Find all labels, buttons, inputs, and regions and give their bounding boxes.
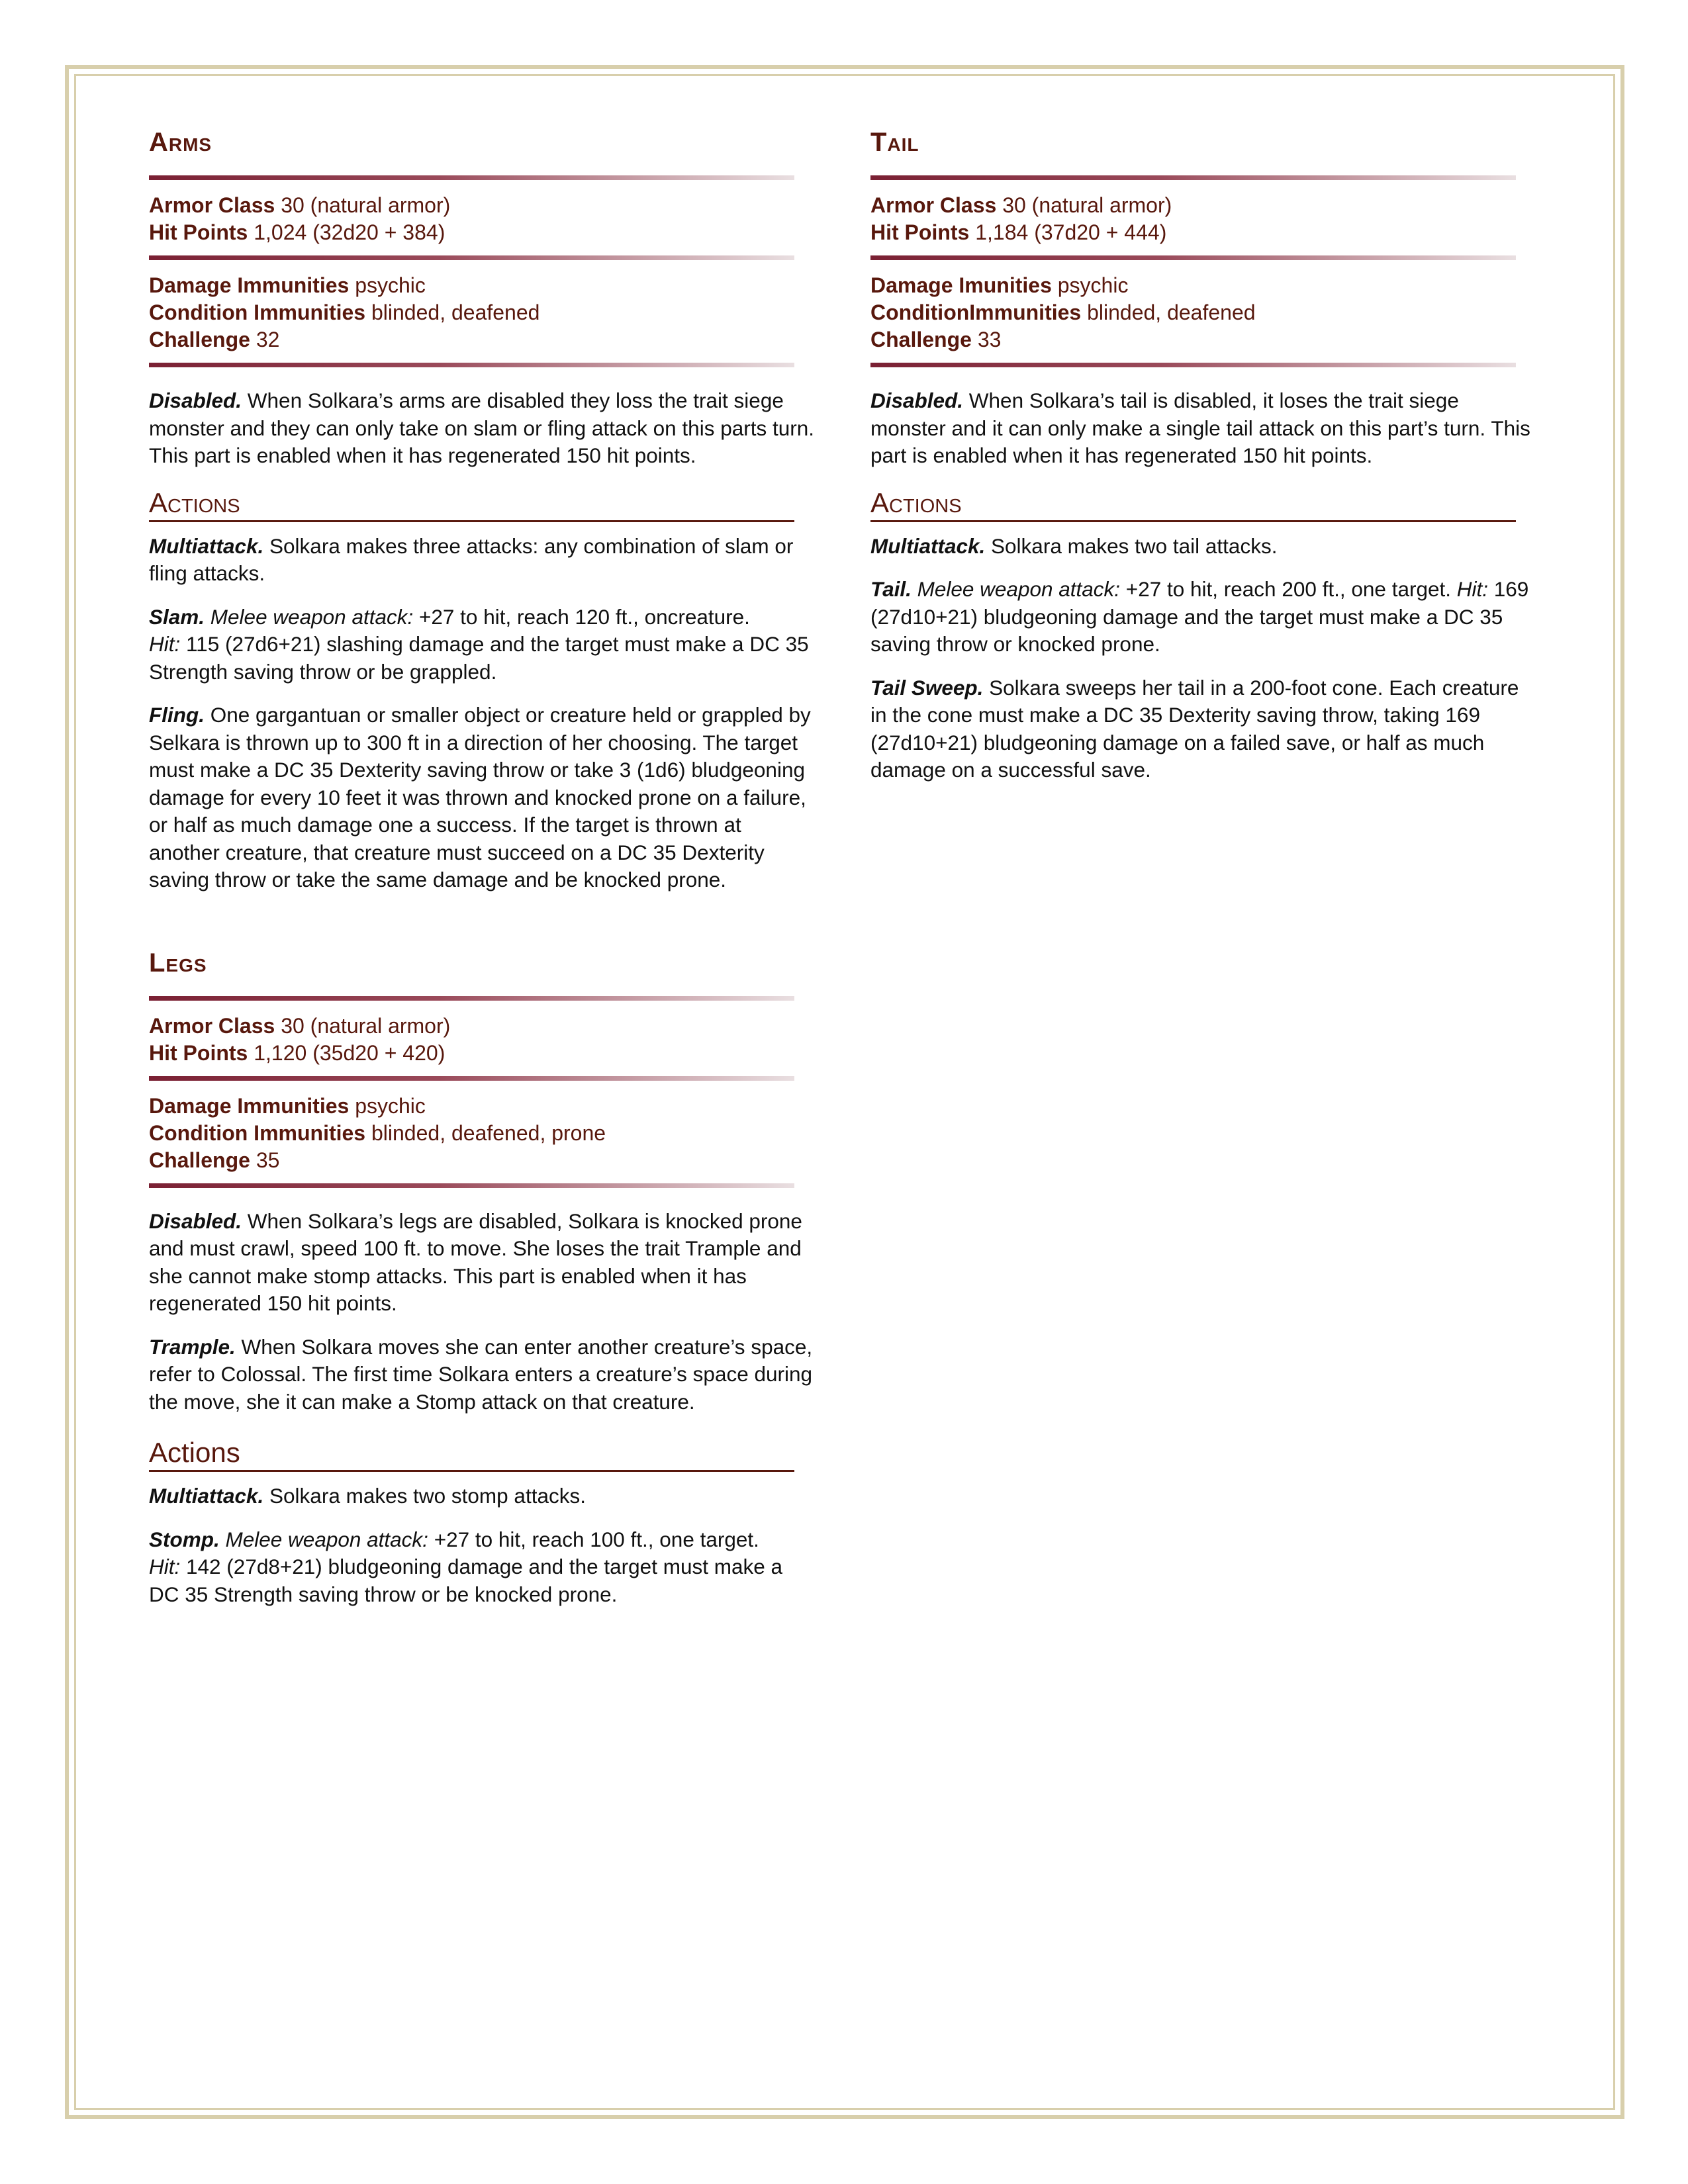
hit-points-value: 1,184 (37d20 + 444) — [975, 220, 1167, 244]
hit-points-line — [149, 219, 818, 246]
tail-stat-block — [870, 122, 1539, 784]
legs-defenses — [149, 1001, 818, 1076]
action-text: Solkara makes two stomp attacks. — [263, 1484, 586, 1508]
tapered-rule — [149, 363, 794, 367]
hit-label: Hit: — [149, 632, 181, 656]
challenge-value: 33 — [977, 328, 1002, 351]
trait-name: Disabled. — [149, 1208, 242, 1233]
condition-immunities-label: ConditionImmunities — [870, 300, 1082, 324]
legs-stat-block — [149, 943, 818, 1609]
condition-immunities-line — [149, 299, 818, 326]
arms-stat-block — [149, 122, 818, 894]
condition-immunities-value: blinded, deafened, prone — [371, 1120, 606, 1145]
tail-action — [870, 576, 1539, 659]
action-text: Solkara sweeps her tail in a 200-foot cone. Each creature in the cone must make a DC 35 Dexterity saving throw, taking 169 (27d10+21) bludgeoning damage on a failed save, or half as much damage on a successful save. — [870, 675, 1519, 782]
trait-text: When Solkara’s arms are disabled they loss the trait siege monster and they can only take on slam or fling attack on this parts turn. This part is enabled when it has regenerated 150 hit points. — [149, 388, 815, 467]
action-text: +27 to hit, reach 100 ft., one target. — [428, 1527, 759, 1551]
trait-text: When Solkara’s tail is disabled, it loses the trait siege monster and it can only make a single tail attack on this part’s turn. This part is enabled when it has regenerated 150 hit points. — [870, 388, 1530, 467]
trait-name: Disabled. — [149, 388, 242, 412]
tapered-rule — [149, 1183, 794, 1188]
challenge-value: 32 — [256, 328, 280, 351]
arms-title: Arms — [149, 128, 212, 157]
challenge-label: Challenge — [149, 1148, 250, 1172]
attack-type: Melee weapon attack: — [205, 604, 414, 629]
legs-immunities — [149, 1081, 818, 1183]
slam-action — [149, 604, 818, 686]
tapered-rule — [870, 175, 1516, 180]
damage-immunities-value: psychic — [1057, 273, 1129, 297]
disabled-trait — [149, 387, 818, 470]
tapered-rule — [149, 996, 794, 1001]
arms-immunities — [149, 260, 818, 363]
armor-class-line — [149, 1013, 818, 1040]
action-name: Multiattack. — [870, 533, 986, 558]
section-spacer — [149, 910, 818, 943]
hit-points-label: Hit Points — [870, 220, 970, 244]
action-text: 115 (27d6+21) slashing damage and the target must make a DC 35 Strength saving throw or be grappled. — [149, 632, 809, 684]
damage-immunities-label: Damage Immunities — [149, 273, 350, 297]
challenge-line — [149, 326, 818, 353]
armor-class-value: 30 (natural armor) — [281, 193, 451, 217]
hit-label: Hit: — [149, 1555, 181, 1578]
challenge-line — [870, 326, 1539, 353]
condition-immunities-label: Condition Immunities — [149, 1120, 366, 1145]
multiattack-action — [149, 533, 818, 588]
damage-immunities-label: Damage Imunities — [870, 273, 1052, 297]
tail-title: Tail — [870, 128, 919, 157]
challenge-value: 35 — [256, 1148, 280, 1172]
attack-type: Melee weapon attack: — [219, 1527, 428, 1551]
condition-immunities-line — [149, 1120, 818, 1147]
action-text: +27 to hit, reach 200 ft., one target. — [1120, 577, 1457, 601]
condition-immunities-label: Condition Immunities — [149, 300, 366, 324]
tapered-rule — [149, 175, 794, 180]
armor-class-line — [870, 192, 1539, 219]
damage-immunities-label: Damage Immunities — [149, 1093, 350, 1118]
hit-points-value: 1,120 (35d20 + 420) — [254, 1040, 445, 1065]
armor-class-value: 30 (natural armor) — [1002, 193, 1172, 217]
tapered-rule — [870, 363, 1516, 367]
legs-title: Legs — [149, 948, 207, 978]
armor-class-label: Armor Class — [870, 193, 997, 217]
action-name: Slam. — [149, 604, 205, 629]
trait-text: When Solkara’s legs are disabled, Solkara is knocked prone and must crawl, speed 100 ft. to move. She loses the trait Trample and she cannot make stomp attacks. This part is enabled when it has regenerated 150 hit points. — [149, 1208, 802, 1315]
trait-name: Disabled. — [870, 388, 964, 412]
action-text: 142 (27d8+21) bludgeoning damage and the target must make a DC 35 Strength saving throw or be knocked prone. — [149, 1555, 783, 1606]
action-name: Tail Sweep. — [870, 675, 984, 700]
armor-class-line — [149, 192, 818, 219]
trait-text: When Solkara moves she can enter another creature’s space, refer to Colossal. The first time Solkara enters a creature’s space during the move, she it can make a Stomp attack on that creature. — [149, 1334, 813, 1414]
damage-immunities-line — [149, 1093, 818, 1120]
tapered-rule — [870, 255, 1516, 260]
action-name: Multiattack. — [149, 533, 264, 558]
hit-points-label: Hit Points — [149, 220, 248, 244]
trample-trait — [149, 1334, 818, 1416]
disabled-trait — [870, 387, 1539, 470]
condition-immunities-value: blinded, deafened — [1087, 300, 1256, 324]
action-name: Tail. — [870, 577, 912, 601]
condition-immunities-value: blinded, deafened — [371, 300, 540, 324]
action-text: Solkara makes three attacks: any combination of slam or fling attacks. — [149, 533, 794, 585]
damage-immunities-line — [870, 272, 1539, 299]
disabled-trait — [149, 1208, 818, 1318]
tail-defenses — [870, 180, 1539, 255]
multiattack-action — [870, 533, 1539, 561]
actions-heading: Actions — [870, 486, 1516, 522]
challenge-label: Challenge — [870, 328, 972, 351]
left-column — [149, 122, 818, 1624]
attack-type: Melee weapon attack: — [911, 577, 1121, 601]
challenge-line — [149, 1147, 818, 1174]
damage-immunities-value: psychic — [355, 273, 426, 297]
trait-name: Trample. — [149, 1334, 236, 1359]
hit-points-label: Hit Points — [149, 1040, 248, 1065]
hit-points-line — [149, 1040, 818, 1067]
action-text: One gargantuan or smaller object or creature held or grappled by Selkara is thrown up to 300 ft in a direction of her choosing. The target must make a DC 35 Dexterity saving throw or take 3 (1d6) bludgeoning damage for every 10 feet it was thrown and knocked prone on a failure, or half as much damage one a success. If the target is thrown at another creature, that creature must succeed on a DC 35 Dexterity saving throw or take the same damage and be knocked prone. — [149, 703, 811, 891]
actions-heading: Actions — [149, 486, 794, 522]
right-column — [870, 122, 1539, 800]
damage-immunities-value: psychic — [355, 1093, 426, 1118]
armor-class-label: Armor Class — [149, 1013, 275, 1038]
multiattack-action — [149, 1482, 818, 1510]
action-name: Stomp. — [149, 1527, 220, 1551]
action-name: Fling. — [149, 703, 205, 727]
arms-defenses — [149, 180, 818, 255]
condition-immunities-line — [870, 299, 1539, 326]
action-name: Multiattack. — [149, 1484, 264, 1508]
damage-immunities-line — [149, 272, 818, 299]
tail-sweep-action — [870, 674, 1539, 784]
stomp-action — [149, 1526, 818, 1609]
action-text: 169 (27d10+21) bludgeoning damage and the target must make a DC 35 saving throw or knocked prone. — [870, 577, 1529, 656]
tapered-rule — [149, 255, 794, 260]
hit-label: Hit: — [1456, 577, 1489, 601]
action-text: Solkara makes two tail attacks. — [985, 533, 1278, 558]
tapered-rule — [149, 1076, 794, 1081]
hit-points-line — [870, 219, 1539, 246]
action-text: +27 to hit, reach 120 ft., oncreature. — [413, 604, 750, 629]
challenge-label: Challenge — [149, 328, 250, 351]
fling-action — [149, 702, 818, 894]
tail-immunities — [870, 260, 1539, 363]
actions-heading: Actions — [149, 1435, 794, 1472]
armor-class-value: 30 (natural armor) — [281, 1013, 451, 1038]
hit-points-value: 1,024 (32d20 + 384) — [254, 220, 445, 244]
armor-class-label: Armor Class — [149, 193, 275, 217]
